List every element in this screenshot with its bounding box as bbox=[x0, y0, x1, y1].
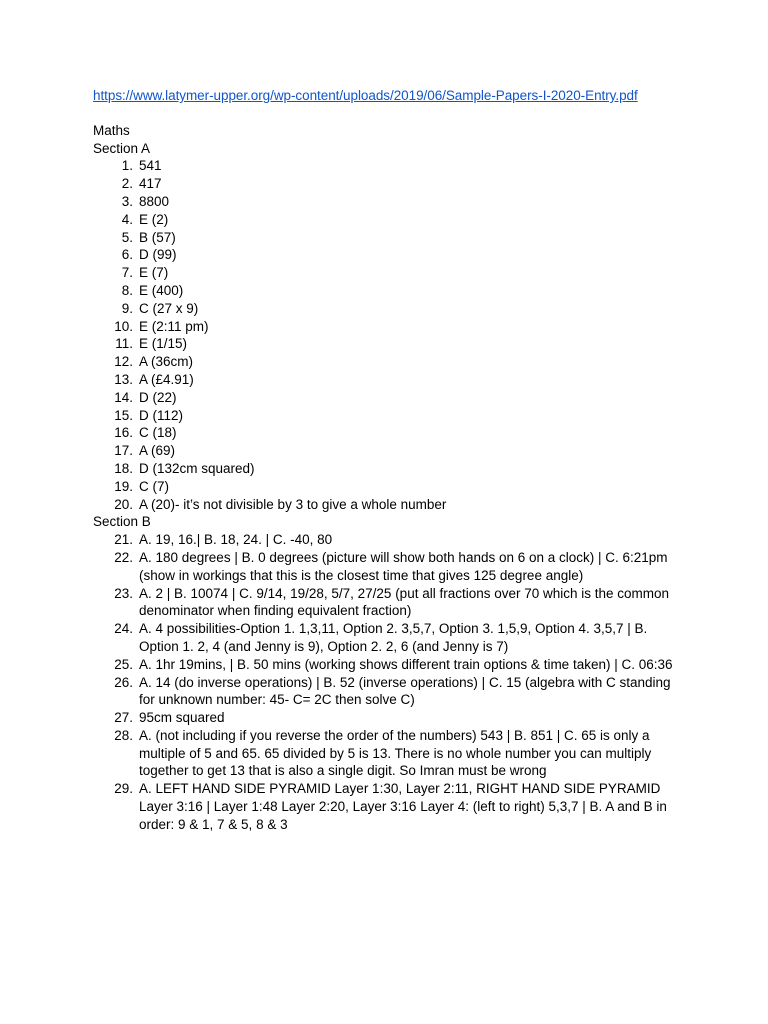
answer-text: E (2:11 pm) bbox=[139, 318, 209, 334]
answer-number: 2. bbox=[121, 176, 133, 192]
answer-item bbox=[93, 246, 683, 264]
answer-text: E (2) bbox=[139, 211, 169, 227]
answer-number: 12. bbox=[114, 354, 133, 370]
answer-number: 19. bbox=[114, 478, 133, 494]
answer-text: A. 19, 16.| B. 18, 24. | C. -40, 80 bbox=[139, 532, 333, 548]
answer-item bbox=[93, 727, 683, 780]
answer-number: 5. bbox=[121, 229, 133, 245]
answer-number: 28. bbox=[114, 727, 133, 743]
answer-item bbox=[93, 780, 683, 833]
section-a-list bbox=[93, 157, 683, 513]
answer-number: 10. bbox=[114, 318, 133, 334]
answer-item bbox=[93, 549, 683, 585]
answer-text: 8800 bbox=[139, 193, 170, 209]
answer-item bbox=[93, 353, 683, 371]
answer-item bbox=[93, 335, 683, 353]
answer-number: 21. bbox=[114, 532, 133, 548]
answer-text: A. LEFT HAND SIDE PYRAMID Layer 1:30, Layer 2:11, RIGHT HAND SIDE PYRAMID Layer 3:16 | Layer 1:48 Layer 2:20, Layer 3:16 Layer 4: (left to right) 5,3,7 | B. A and B in order: 9 & 1, 7 & 5, 8 & 3 bbox=[139, 781, 667, 832]
answer-item bbox=[93, 211, 683, 229]
answer-number: 13. bbox=[114, 371, 133, 387]
answer-text: 95cm squared bbox=[139, 710, 225, 726]
answer-text: A (20)- it’s not divisible by 3 to give a whole number bbox=[139, 496, 447, 512]
answer-number: 8. bbox=[121, 282, 133, 298]
answer-text: D (132cm squared) bbox=[139, 460, 255, 476]
answer-item bbox=[93, 442, 683, 460]
answer-number: 15. bbox=[114, 407, 133, 423]
answer-item bbox=[93, 460, 683, 478]
answer-text: E (400) bbox=[139, 282, 184, 298]
answer-text: A. 1hr 19mins, | B. 50 mins (working shows different train options & time taken) | C. 06:36 bbox=[139, 656, 673, 672]
answer-item bbox=[93, 175, 683, 193]
answer-number: 1. bbox=[121, 158, 133, 174]
answer-text: E (1/15) bbox=[139, 336, 188, 352]
answer-text: 541 bbox=[139, 158, 162, 174]
answer-text: A. (not including if you reverse the order of the numbers) 543 | B. 851 | C. 65 is only a multiple of 5 and 65. 65 divided by 5 is 13. There is no whole number you can multiply together to get 13 that is also a single digit. So Imran must be wrong bbox=[139, 727, 652, 779]
answer-text: D (99) bbox=[139, 247, 177, 263]
source-pdf-link[interactable]: https://www.latymer-upper.org/wp-content/uploads/2019/06/Sample-Papers-I-2020-Entry.pdf bbox=[93, 88, 638, 103]
answer-item bbox=[93, 585, 683, 621]
answer-number: 23. bbox=[114, 585, 133, 601]
answer-number: 11. bbox=[115, 336, 133, 352]
answer-text: A. 4 possibilities-Option 1. 1,3,11, Option 2. 3,5,7, Option 3. 1,5,9, Option 4. 3,5,7 | B. Option 1. 2, 4 (and Jenny is 9), Option 2. 2, 6 (and Jenny is 7) bbox=[139, 621, 648, 654]
answer-number: 9. bbox=[121, 300, 133, 316]
answer-item bbox=[93, 478, 683, 496]
answer-item bbox=[93, 389, 683, 407]
answer-text: D (22) bbox=[139, 389, 177, 405]
answer-text: A. 180 degrees | B. 0 degrees (picture will show both hands on 6 on a clock) | C. 6:21pm (show in workings that this is the closest time that gives 125 degree angle) bbox=[139, 549, 668, 583]
answer-item bbox=[93, 709, 683, 727]
answer-item bbox=[93, 300, 683, 318]
answer-item bbox=[93, 282, 683, 300]
answer-item bbox=[93, 674, 683, 710]
answer-number: 27. bbox=[114, 710, 133, 726]
document-page bbox=[93, 87, 683, 834]
answer-number: 6. bbox=[121, 247, 133, 263]
answer-number: 17. bbox=[114, 443, 133, 459]
answer-item bbox=[93, 371, 683, 389]
answer-text: B (57) bbox=[139, 229, 176, 245]
answer-item bbox=[93, 496, 683, 514]
section-b-heading: Section B bbox=[93, 514, 151, 530]
answer-item bbox=[93, 193, 683, 211]
answer-number: 29. bbox=[114, 781, 133, 797]
answer-item bbox=[93, 157, 683, 175]
answer-number: 3. bbox=[121, 193, 133, 209]
answer-item bbox=[93, 620, 683, 656]
spacer bbox=[93, 105, 683, 122]
answer-text: A. 2 | B. 10074 | C. 9/14, 19/28, 5/7, 27/25 (put all fractions over 70 which is the common denominator when finding equivalent fraction) bbox=[139, 585, 670, 619]
answer-item bbox=[93, 407, 683, 425]
answer-text: 417 bbox=[139, 176, 162, 192]
answer-number: 4. bbox=[121, 211, 133, 227]
section-b-list bbox=[93, 531, 683, 834]
answer-number: 22. bbox=[114, 549, 133, 565]
section-a-heading: Section A bbox=[93, 140, 151, 156]
answer-item bbox=[93, 318, 683, 336]
answer-number: 25. bbox=[114, 656, 133, 672]
answer-number: 14. bbox=[114, 389, 133, 405]
answer-text: D (112) bbox=[139, 407, 184, 423]
answer-number: 7. bbox=[121, 265, 133, 281]
subject-heading: Maths bbox=[93, 122, 130, 138]
answer-text: A (36cm) bbox=[139, 354, 194, 370]
answer-number: 16. bbox=[114, 425, 133, 441]
answer-item bbox=[93, 656, 683, 674]
answer-text: A (£4.91) bbox=[139, 371, 194, 387]
answer-number: 20. bbox=[114, 496, 133, 512]
answer-number: 26. bbox=[114, 674, 133, 690]
answer-item bbox=[93, 229, 683, 247]
answer-text: A. 14 (do inverse operations) | B. 52 (inverse operations) | C. 15 (algebra with C standing for unknown number: 45- C= 2C then solve C) bbox=[139, 674, 671, 708]
answer-text: C (27 x 9) bbox=[139, 300, 199, 316]
answer-text: C (18) bbox=[139, 425, 177, 441]
answer-item bbox=[93, 424, 683, 442]
answer-text: A (69) bbox=[139, 443, 176, 459]
answer-text: E (7) bbox=[139, 265, 169, 281]
answer-number: 18. bbox=[114, 460, 133, 476]
answer-text: C (7) bbox=[139, 478, 169, 494]
answer-number: 24. bbox=[114, 621, 133, 637]
answer-item bbox=[93, 531, 683, 549]
answer-item bbox=[93, 264, 683, 282]
